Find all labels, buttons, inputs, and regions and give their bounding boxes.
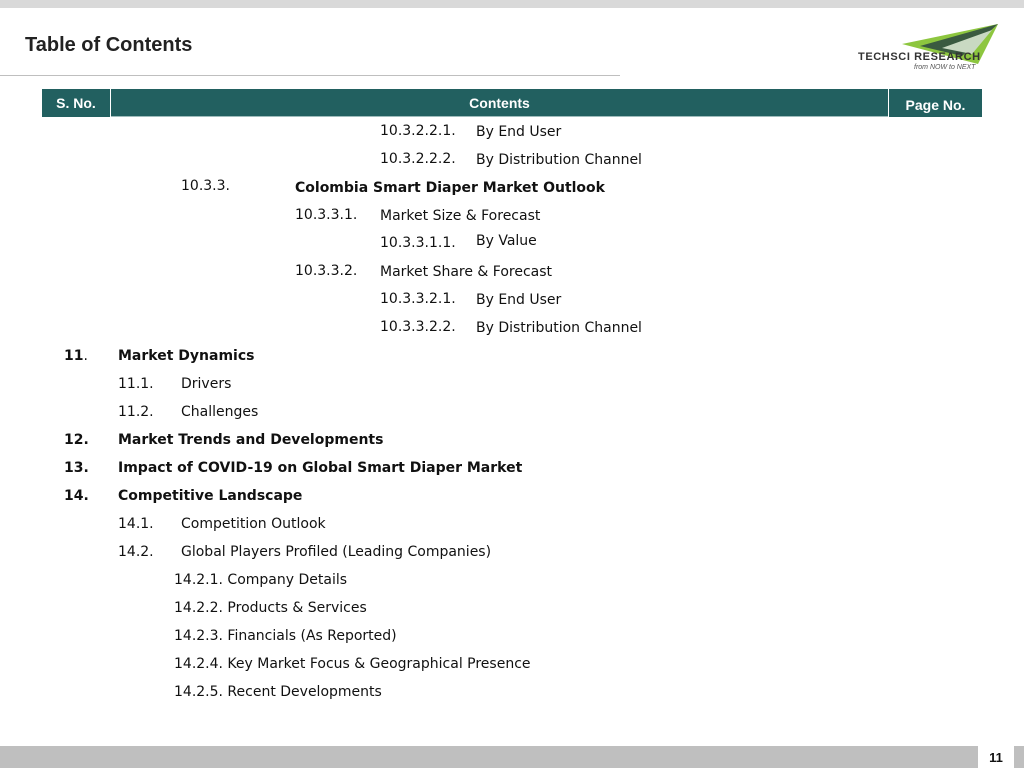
title-divider [0, 75, 620, 76]
toc-entry-number: 14. [64, 488, 89, 504]
toc-entry-text: Market Trends and Developments [118, 432, 384, 448]
toc-entry-number: 12. [64, 432, 89, 448]
toc-entry-number: 10.3.2.2.1. [380, 123, 456, 139]
toc-entry-number: 13. [64, 460, 89, 476]
toc-entry-text: Global Players Profiled (Leading Companies) [181, 544, 492, 560]
toc-entry-text: Competition Outlook [181, 516, 326, 532]
toc-entry-line: 14.2.2. Products & Services [174, 600, 367, 616]
toc-entry-line: 14.2.4. Key Market Focus & Geographical Presence [174, 656, 531, 672]
toc-entry-number: 10.3.3.2. [295, 263, 358, 279]
toc-entry-number-suffix: . [83, 348, 88, 364]
toc-entry-number: 14.2. [118, 544, 154, 560]
header-sno: S. No. [42, 89, 110, 117]
toc-entry-number-value: 11 [64, 348, 84, 364]
toc-entry-number: 10.3.3.2.2. [380, 319, 456, 335]
techsci-logo [858, 24, 1000, 74]
toc-entry-number: 10.3.3.2.1. [380, 291, 456, 307]
toc-entry-line: 14.2.1. Company Details [174, 572, 348, 588]
toc-entry-text: By End User [476, 124, 562, 140]
toc-entry-number: 10.3.2.2.2. [380, 151, 456, 167]
toc-entry-text: Competitive Landscape [118, 488, 303, 504]
toc-entry-text: Impact of COVID-19 on Global Smart Diaper Market [118, 460, 523, 476]
toc-entry-text: Market Size & Forecast [380, 208, 541, 224]
toc-entry-number: 10.3.3.1.1. [380, 235, 456, 251]
toc-entry-text: By Distribution Channel [476, 152, 642, 168]
top-bar [0, 0, 1024, 8]
toc-entry-text: Colombia Smart Diaper Market Outlook [295, 180, 605, 196]
toc-entry-number [64, 347, 88, 365]
header-page-no: Page No. [889, 89, 982, 117]
toc-entry-text: Drivers [181, 376, 232, 392]
footer-bar-end [1014, 746, 1024, 768]
page-number: 11 [989, 749, 1003, 765]
toc-entry-number: 11.1. [118, 376, 154, 392]
toc-entry-text: By Value [476, 233, 537, 249]
toc-entry-text: Challenges [181, 404, 259, 420]
toc-entry-number: 14.1. [118, 516, 154, 532]
toc-entry-text: By Distribution Channel [476, 320, 642, 336]
logo-tagline: from NOW to NEXT [914, 64, 976, 71]
logo-name: TECHSCI RESEARCH [858, 51, 981, 63]
page-title: Table of Contents [25, 34, 193, 56]
toc-header-row [42, 89, 982, 117]
toc-entry-text: Market Share & Forecast [380, 264, 553, 280]
toc-entry-text: Market Dynamics [118, 348, 255, 364]
toc-entry-number: 10.3.3.1. [295, 207, 358, 223]
toc-entry-line: 14.2.5. Recent Developments [174, 684, 382, 700]
toc-entry-number: 11.2. [118, 404, 154, 420]
header-contents: Contents [111, 89, 888, 117]
toc-entry-text: By End User [476, 292, 562, 308]
footer-bar [0, 746, 978, 768]
toc-entry-line: 14.2.3. Financials (As Reported) [174, 628, 397, 644]
toc-entry-number: 10.3.3. [181, 178, 230, 194]
